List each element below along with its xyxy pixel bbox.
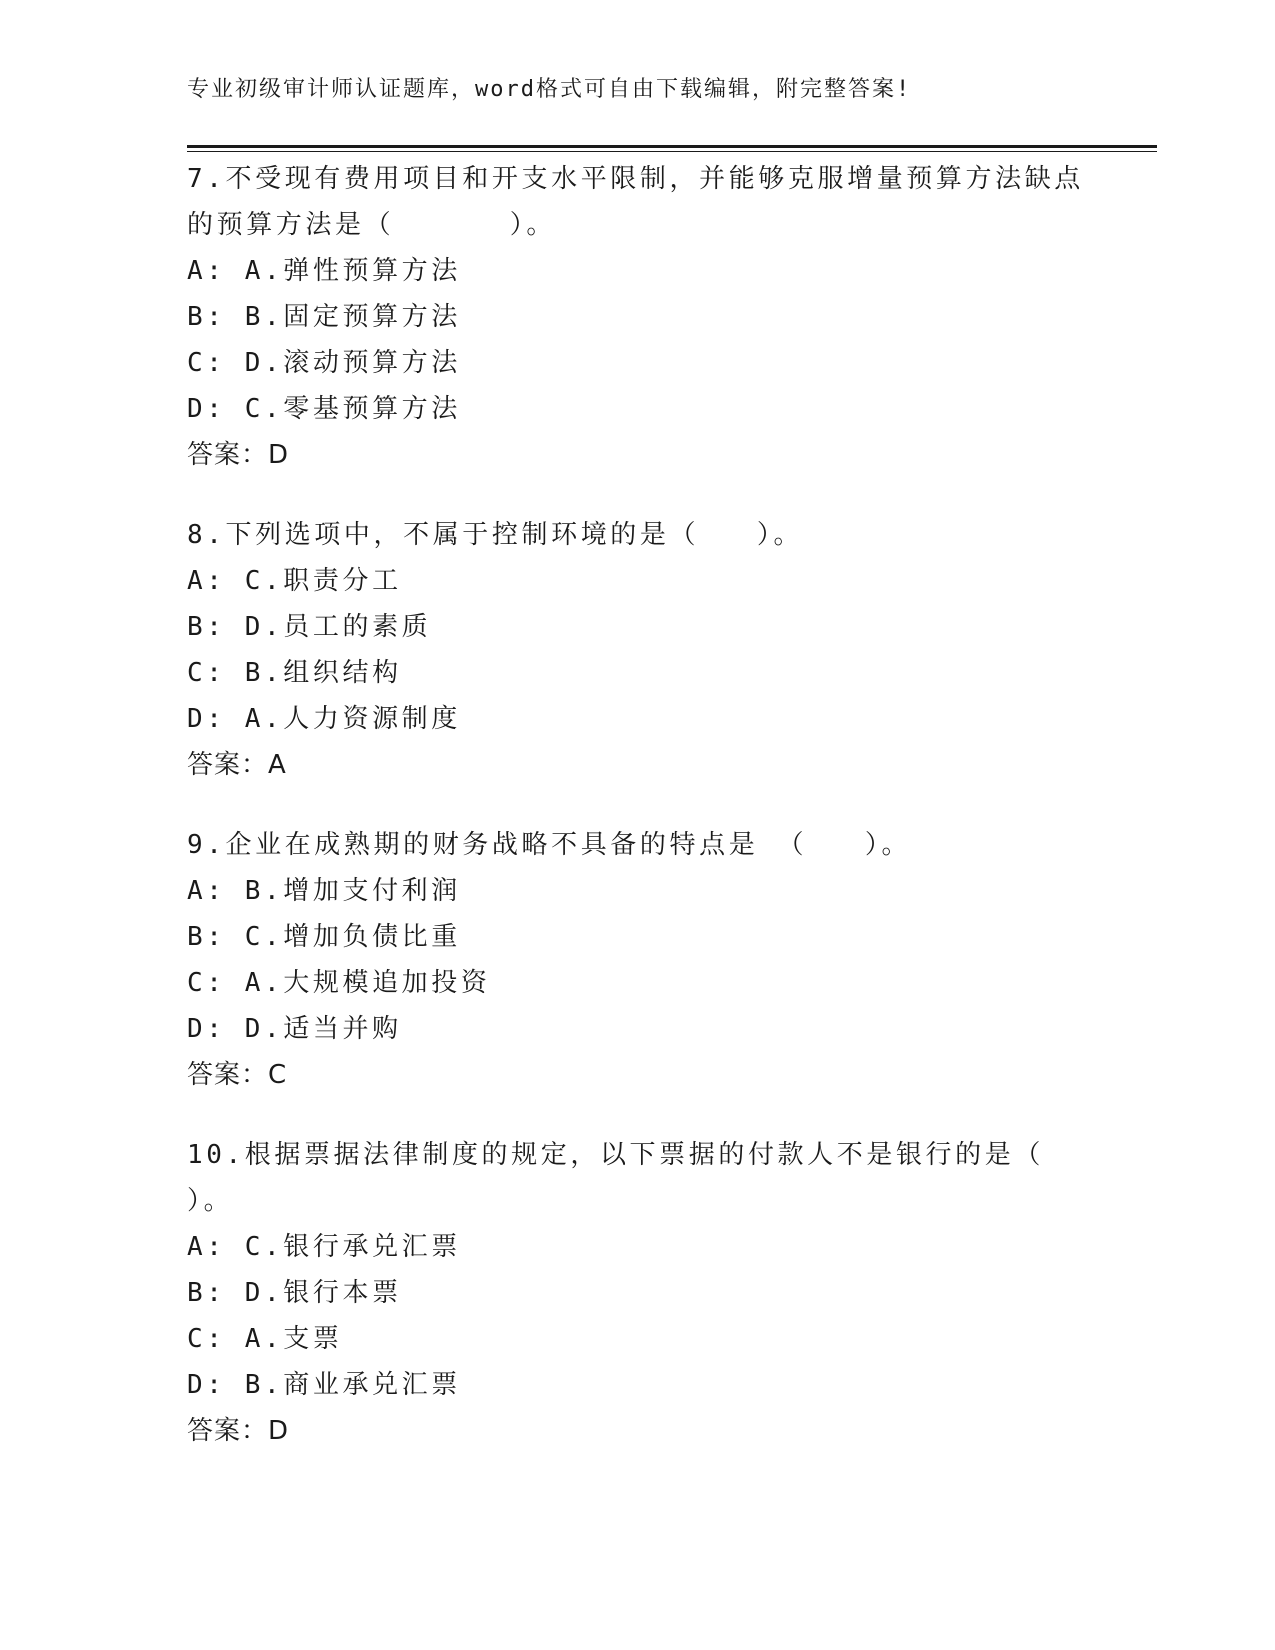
question-text: ）。 xyxy=(187,1186,234,1216)
answer: 答案：D xyxy=(187,1416,290,1446)
option-a: A: C.职责分工 xyxy=(187,566,402,596)
question-list xyxy=(187,156,1087,1488)
option-b: B: D.员工的素质 xyxy=(187,612,432,642)
option-a: A: A.弹性预算方法 xyxy=(187,256,461,286)
header-rule-thin xyxy=(187,151,1157,152)
option-c: C: D.滚动预算方法 xyxy=(187,348,461,378)
option-b: B: B.固定预算方法 xyxy=(187,302,461,332)
header-text: 专业初级审计师认证题库，word格式可自由下载编辑，附完整答案! xyxy=(187,77,912,102)
question-9 xyxy=(187,822,1087,1098)
question-text: 10.根据票据法律制度的规定，以下票据的付款人不是银行的是（ xyxy=(187,1140,1044,1170)
header-rule-thick xyxy=(187,145,1157,148)
question-text: 的预算方法是（ ）。 xyxy=(187,210,556,240)
question-8 xyxy=(187,512,1087,788)
option-d: D: B.商业承兑汇票 xyxy=(187,1370,461,1400)
option-d: D: C.零基预算方法 xyxy=(187,394,461,424)
document-page xyxy=(187,0,1157,1650)
option-a: A: B.增加支付利润 xyxy=(187,876,461,906)
answer: 答案：C xyxy=(187,1060,288,1090)
option-c: C: A.支票 xyxy=(187,1324,343,1354)
question-text: 9.企业在成熟期的财务战略不具备的特点是 （ ）。 xyxy=(187,830,912,860)
option-c: C: A.大规模追加投资 xyxy=(187,968,491,998)
option-b: B: C.增加负债比重 xyxy=(187,922,461,952)
question-7 xyxy=(187,156,1087,478)
option-d: D: D.适当并购 xyxy=(187,1014,402,1044)
option-c: C: B.组织结构 xyxy=(187,658,402,688)
question-text: 7.不受现有费用项目和开支水平限制，并能够克服增量预算方法缺点 xyxy=(187,164,1084,194)
question-10 xyxy=(187,1132,1087,1454)
option-a: A: C.银行承兑汇票 xyxy=(187,1232,461,1262)
question-text: 8.下列选项中，不属于控制环境的是（ ）。 xyxy=(187,520,804,550)
option-b: B: D.银行本票 xyxy=(187,1278,402,1308)
answer: 答案：A xyxy=(187,750,287,780)
answer: 答案：D xyxy=(187,440,290,470)
option-d: D: A.人力资源制度 xyxy=(187,704,461,734)
